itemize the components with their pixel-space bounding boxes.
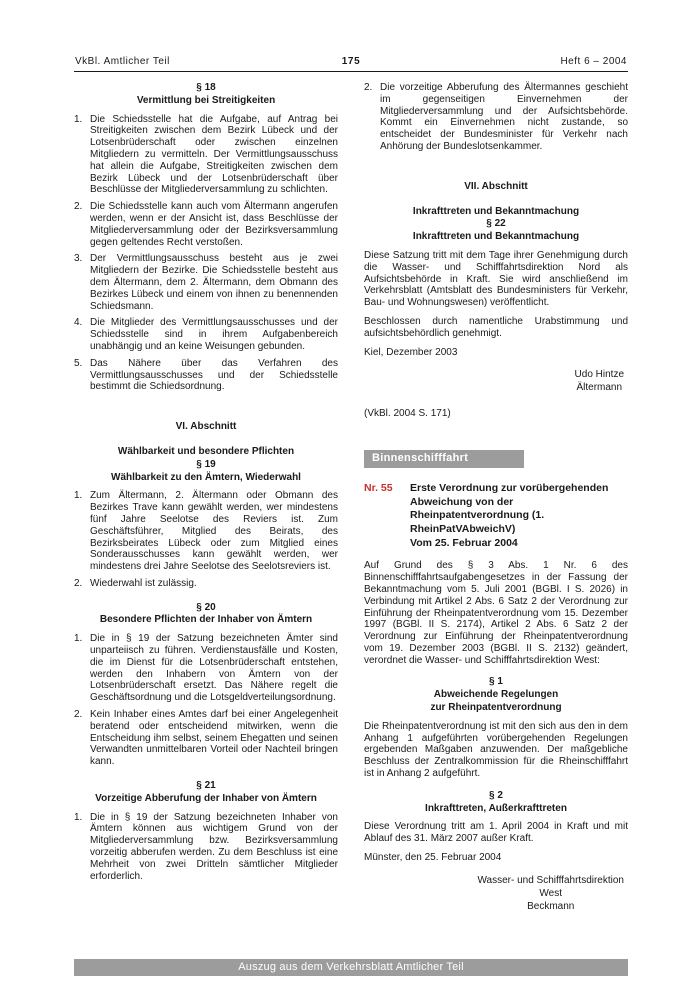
section-18 [74, 82, 338, 393]
signature-block [364, 874, 628, 913]
list-item [74, 812, 338, 883]
gazette-reference: (VkBl. 2004 S. 171) [364, 408, 451, 420]
page-footer-bar [74, 959, 628, 976]
list-item [74, 201, 338, 248]
list-item [74, 317, 338, 352]
section-2-title: Inkrafttreten, Außerkrafttreten [425, 802, 567, 814]
section-21-number: § 21 [196, 780, 216, 792]
signature-authority: Wasser- und Schifffahrtsdirektion [477, 874, 624, 886]
page-number: 175 [341, 56, 361, 67]
section-1-number: § 1 [489, 676, 503, 688]
section-20-number: § 20 [196, 601, 216, 613]
item-text: Der Vermittlungsausschuss besteht aus je zwei Mitgliedern der Bezirke. Die Schiedsstelle besteht aus dem Ältermann, dem 2. Ältermann, dem Obmann des Bezirkes Lübeck und einem von ihnen zu benennenden Schiedsmann. [90, 253, 338, 312]
section-21 [74, 780, 338, 882]
paragraph: Diese Verordnung tritt am 1. April 2004 in Kraft und mit Ablauf des 31. März 2007 außer Kraft. [364, 821, 628, 845]
left-column [74, 82, 338, 923]
ordinance-title [410, 482, 608, 549]
item-text: Die in § 19 der Satzung bezeichneten Ämter sind unparteiisch zu führen. Verdienstausfälle und Kosten, die im Dienst für die Lotsenbrüderschaft entstehen, werden den Inhabern von Ämtern von der Lotsenbrüderschaft ersetzt. Das Nähere regelt die Geschäftsordnung und die Lotsgeldverteilungsordnung. [90, 633, 338, 704]
item-text: Wiederwahl ist zulässig. [90, 577, 197, 589]
item-number: 2. [364, 82, 373, 93]
list-item [74, 578, 338, 590]
item-number: 2. [74, 201, 83, 213]
item-number: 1. [74, 633, 83, 645]
list-item [74, 253, 338, 312]
item-number: 1. [74, 113, 83, 125]
section-18-title: Vermittlung bei Streitigkeiten [136, 94, 276, 106]
section-1-title-line2: zur Rheinpatentverordnung [430, 702, 562, 714]
section-20-title: Besondere Pflichten der Inhaber von Ämtern [99, 614, 313, 626]
section-22-number: § 22 [486, 218, 506, 230]
abschnitt-6-sub [74, 446, 338, 590]
list-item [364, 82, 628, 153]
item-number: 2. [74, 577, 83, 589]
binnenschifffahrt-section [364, 432, 628, 913]
section-2-heading [364, 790, 628, 816]
paragraph: Diese Satzung tritt mit dem Tage ihrer Genehmigung durch die Wasser- und Schifffahrtsdirektion Nord als Aufsichtsbehörde in Kraft. Sie wird anschließend im Verkehrsblatt (Amtsblatt des Bundesministers für Verkehr, Bau- und Wohnungswesen) veröffentlicht. [364, 249, 628, 309]
item-number: 4. [74, 317, 83, 329]
item-text: Zum Ältermann, 2. Ältermann oder Obmann des Bezirkes Trave kann gewählt werden, wer mindestens fünf Jahre Seelotse des Reviers ist. Zum Geschäftsführer, Mitglied des Beirats, des Bezirksbeirates Lübeck oder zum Mitglied eines Sonderausschusses kann gewählt werden, wer mindestens drei Jahre Seelotse des Seelotsreviers ist. [90, 490, 338, 573]
dateline: Münster, den 25. Februar 2004 [364, 852, 502, 864]
two-column-layout [74, 82, 628, 923]
item-number: 3. [74, 253, 83, 265]
section-21-continuation [364, 82, 628, 153]
page-header [74, 56, 628, 71]
section-22-heading [364, 206, 628, 244]
item-text: Die in § 19 der Satzung bezeichneten Inhaber von Ämtern können aus wichtigem Grund von der Mitgliederversammlung bzw. Bezirksversammlung vorzeitig abberufen werden. Zu dem Beschluss ist eine Mehrheit von zwei Dritteln sämtlicher Mitglieder erforderlich. [90, 811, 338, 882]
section-1-title-line1: Abweichende Regelungen [433, 689, 559, 701]
paragraph: Die Rheinpatentverordnung ist mit den sich aus den in dem Anhang 1 aufgeführten vorübergehenden Regelungen ergebenden Maßgaben anzuwenden. Der maßgebliche Beschluss der Zentralkommission für die Rheinschifffahrt ist in Anhang 2 aufgeführt. [364, 720, 628, 780]
section-1-heading [364, 676, 628, 714]
item-text: Die Mitglieder des Vermittlungsausschusses und der Schiedsstelle sind in ihrem Aufgabenbereich unabhängig und an keine Weisungen gebunden. [90, 317, 338, 352]
item-number: 5. [74, 357, 83, 369]
section-19-heading [74, 459, 338, 485]
item-text: Kein Inhaber eines Amtes darf bei einer Angelegenheit beratend oder entscheidend mitwirken, wenn die Entscheidung ihm selbst, seinem Ehegatten und seinen Verwandten unmittelbaren Vorteil oder Nachteil bringen kann. [90, 709, 338, 768]
signature-role: Ältermann [576, 382, 623, 394]
ordinance-number: Nr. 55 [364, 482, 393, 495]
signature-name: Beckmann [527, 900, 575, 912]
abschnitt-7 [364, 181, 628, 194]
item-text: Die Schiedsstelle hat die Aufgabe, auf Antrag bei Streitigkeiten zwischen dem Bezirk Lübeck und der Lotsenbrüderschaft oder zwischen einzelnen Mitgliedern zu vermitteln. Der Vermittlungsausschuss hat allein die Aufgabe, Streitigkeiten zwischen dem Bezirk Lübeck und der Lotsenbrüderschaft über Beschlüsse der Mitgliederversammlung zu schlichten. [90, 113, 338, 196]
abschnitt-7-heading: VII. Abschnitt [464, 180, 528, 192]
abschnitt-6 [74, 421, 338, 434]
footer-text: Auszug aus dem Verkehrsblatt Amtlicher Teil [238, 961, 464, 973]
abschnitt-7-subheading: Inkrafttreten und Bekanntmachung [412, 205, 580, 217]
item-number: 2. [74, 709, 83, 721]
dateline: Kiel, Dezember 2003 [364, 346, 458, 358]
ordinance-date: Vom 25. Februar 2004 [410, 536, 518, 549]
signature [575, 368, 624, 394]
section-19-title: Wählbarkeit zu den Ämtern, Wiederwahl [111, 471, 301, 483]
section-18-number: § 18 [196, 82, 216, 93]
ordinance-header [364, 482, 628, 550]
item-number: 1. [74, 490, 83, 502]
signature-block [364, 368, 628, 394]
signature [477, 874, 624, 913]
section-21-title: Vorzeitige Abberufung der Inhaber von Ämtern [95, 792, 317, 804]
list-item [74, 490, 338, 573]
item-number: 1. [74, 811, 83, 823]
section-18-heading [74, 82, 338, 108]
list-item [74, 114, 338, 197]
section-22-title: Inkrafttreten und Bekanntmachung [412, 231, 580, 243]
paragraph: Beschlossen durch namentliche Urabstimmung und aufsichtsbehördlich genehmigt. [364, 315, 628, 339]
section-20 [74, 602, 338, 768]
abschnitt-6-heading: VI. Abschnitt [175, 421, 237, 433]
issue-label: Heft 6 – 2004 [560, 56, 627, 67]
list-item [74, 358, 338, 393]
item-text: Das Nähere über das Verfahren des Vermittlungsausschusses und der Schiedsstelle bestimmt die Schiedsordnung. [90, 357, 338, 393]
section-19-number: § 19 [196, 458, 216, 470]
section-20-heading [74, 602, 338, 628]
list-item [74, 633, 338, 704]
category-banner: Binnenschifffahrt [364, 450, 524, 468]
section-2-number: § 2 [489, 789, 503, 801]
item-text: Die vorzeitige Abberufung des Ältermannes geschieht im gegenseitigen Einvernehmen der Mitgliederversammlung und der Aufsichtsbehörde. Kommt ein Einvernehmen nicht zustande, so entscheidet der Bundesminister für Verkehr nach Anhörung der Bundeslotsenkammer. [380, 82, 628, 152]
header-rule [74, 71, 628, 72]
item-text: Die Schiedsstelle kann auch vom Ältermann angerufen werden, wenn er der Ansicht ist, dass Beschlüsse der Mitgliederversammlung oder der Bezirksversammlung gegen geltendes Recht verstoßen. [90, 201, 338, 248]
section-22 [364, 206, 628, 421]
ordinance-title-wrap [410, 482, 628, 550]
ordinance-title-text: Erste Verordnung zur vorübergehenden Abweichung von der Rheinpatentverordnung (1. RheinPatVAbweichV) [410, 482, 609, 536]
journal-title: VkBl. Amtlicher Teil [75, 56, 170, 67]
section-21-heading [74, 780, 338, 806]
right-column [364, 82, 628, 923]
list-item [74, 709, 338, 768]
signature-authority-city: West [539, 887, 563, 899]
abschnitt-6-subheading: Wählbarkeit und besondere Pflichten [117, 445, 295, 457]
ordinance-intro: Auf Grund des § 3 Abs. 1 Nr. 6 des Binnenschifffahrtsaufgabengesetzes in der Fassung der Bekanntmachung vom 5. Juli 2001 (BGBl. I S. 2026) in Verbindung mit Artikel 2 Abs. 6 Satz 2 der Verordnung zur Einführung der Rheinpatentverordnung vom 15. Dezember 1997 (BGBl. II S. 2174), Artikel 2 Abs. 6 Satz 2 der Verordnung zur Einführung der Rheinpatentverordnung vom 19. Dezember 2003 (BGBl. II S. 2132) geändert, verordnet die Wasser- und Schifffahrtsdirektion West: [364, 560, 628, 666]
signature-name: Udo Hintze [574, 369, 624, 381]
